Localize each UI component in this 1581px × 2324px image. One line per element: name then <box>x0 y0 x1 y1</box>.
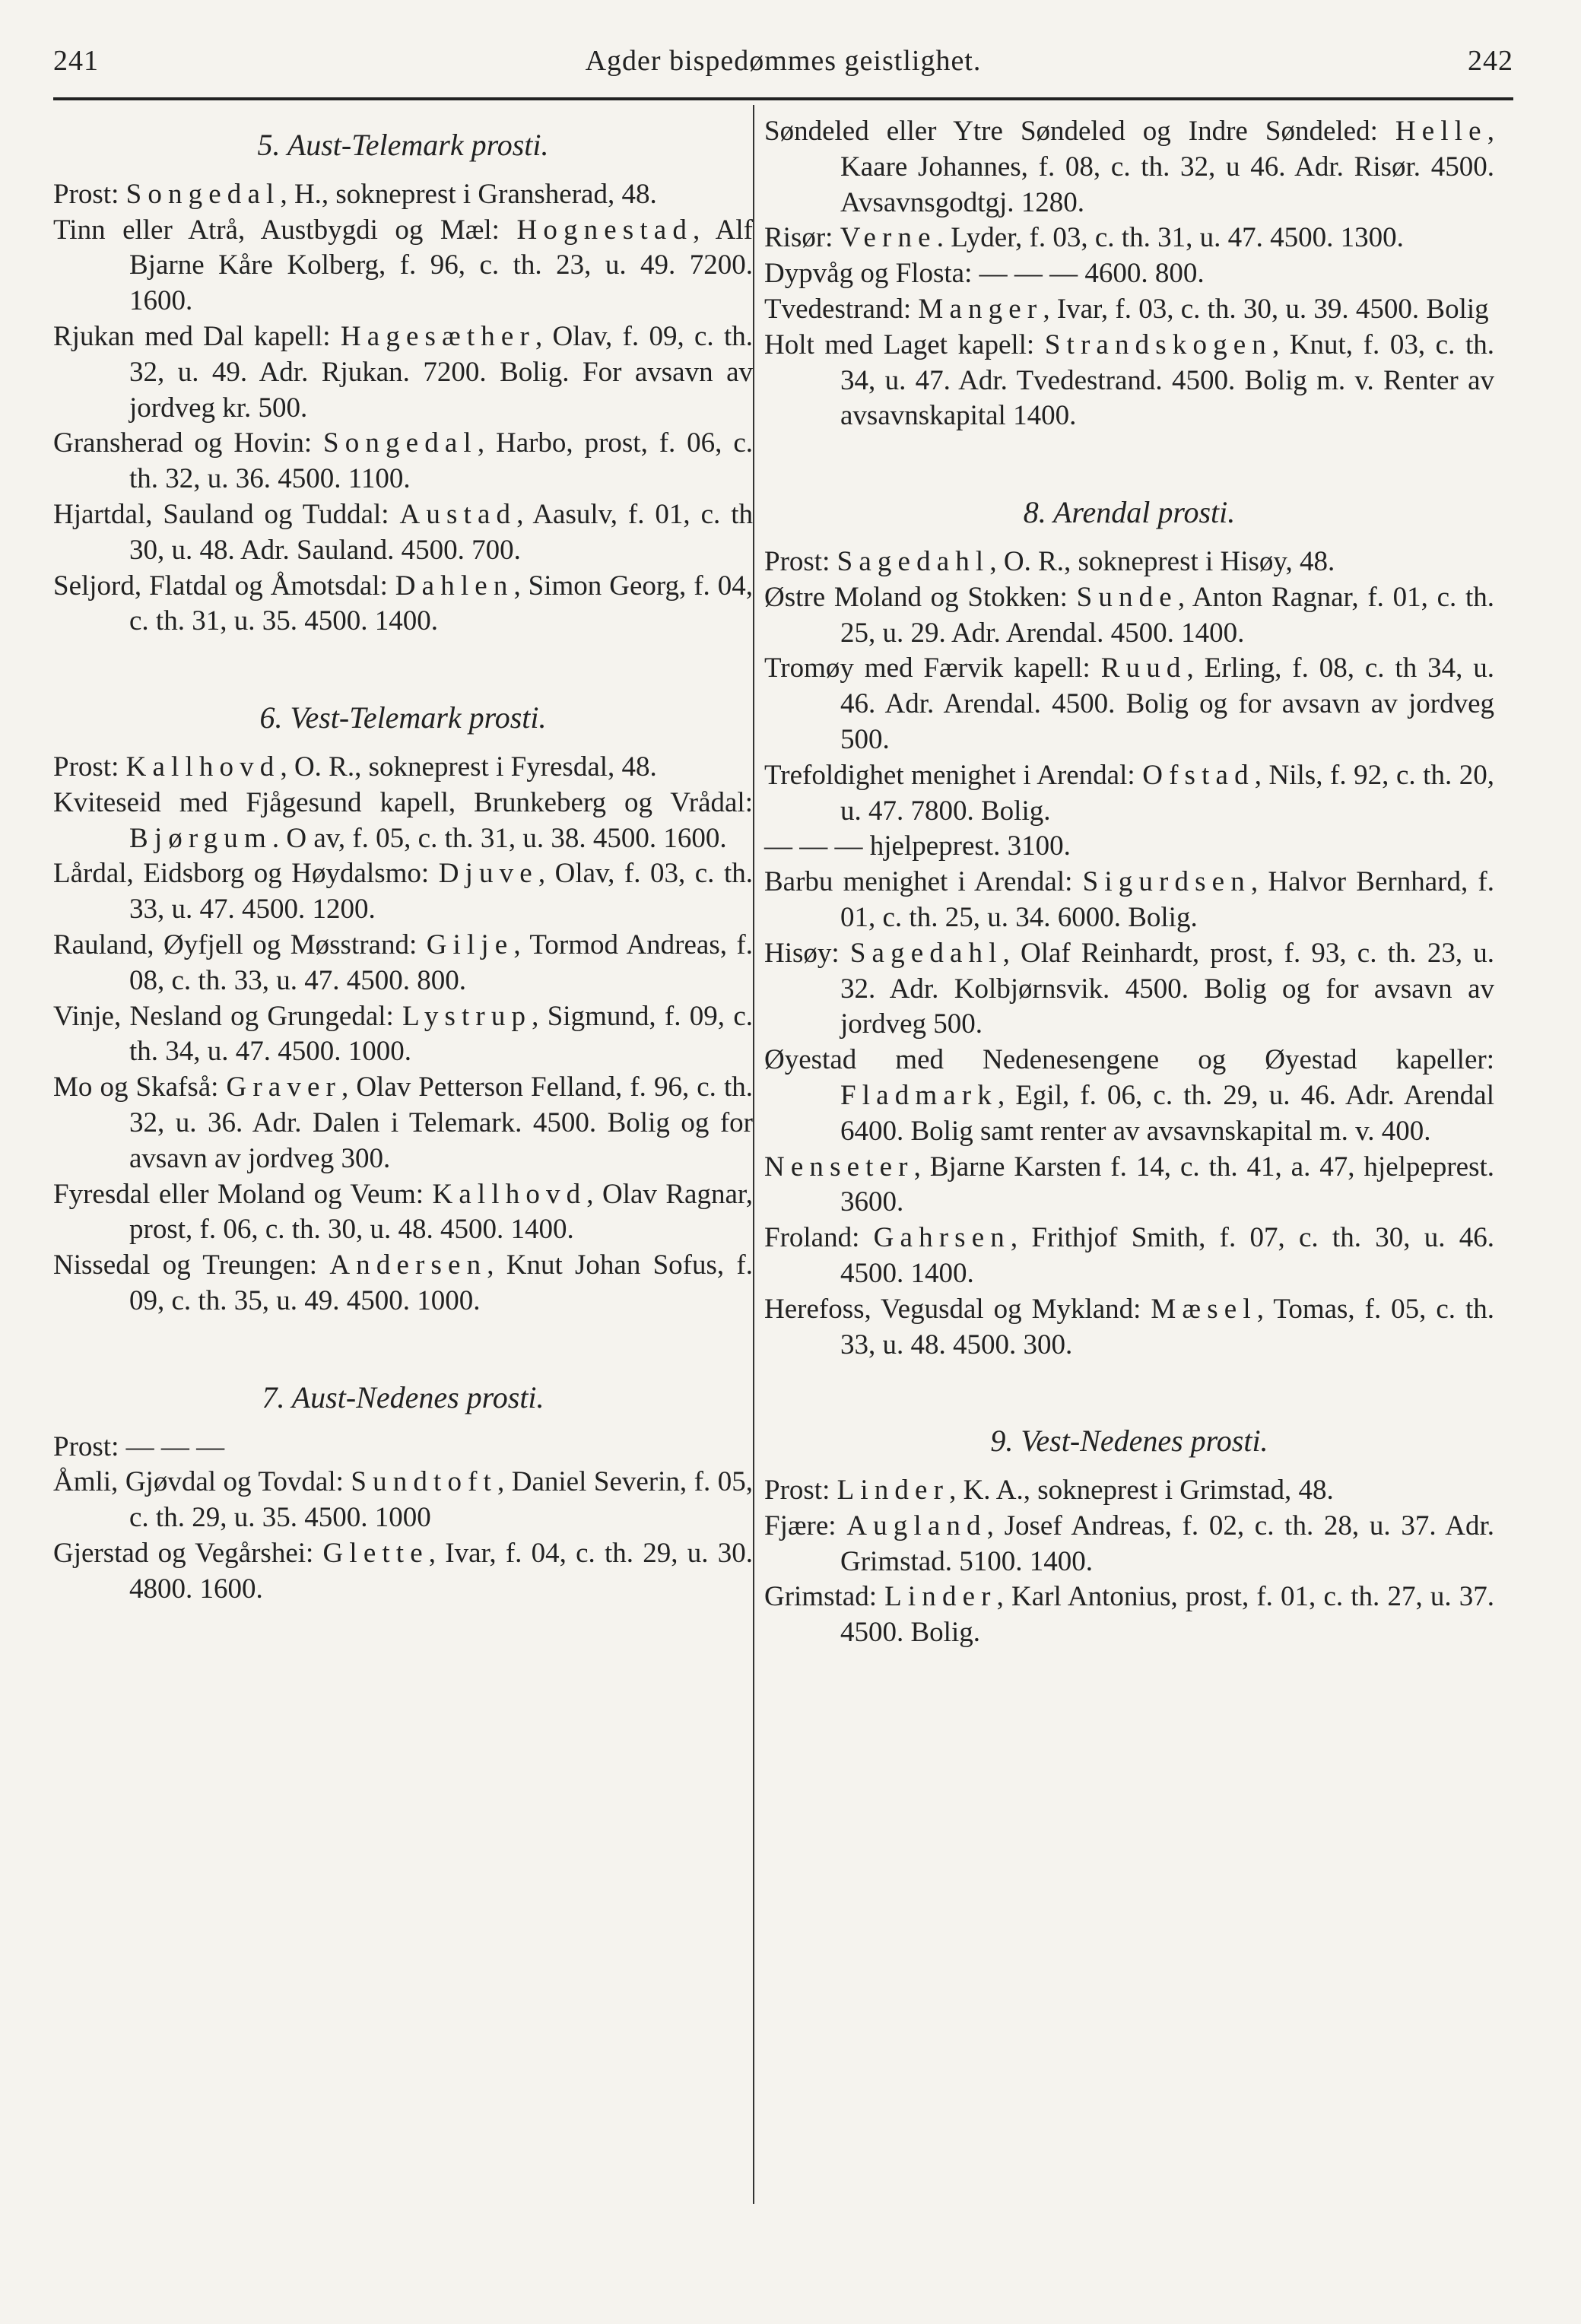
entry-name: Nenseter <box>764 1151 914 1183</box>
entry-text: Hjartdal, Sauland og Tuddal: <box>53 498 400 530</box>
entry-name: Ruud <box>1100 652 1187 684</box>
entry <box>764 936 1494 1043</box>
entry-name: Bjørgum <box>129 822 272 854</box>
entry <box>53 1536 753 1608</box>
entry-text: Prost: <box>53 751 126 783</box>
entry <box>53 569 753 640</box>
entry-text: Trefoldighet menighet i Arendal: <box>764 759 1143 791</box>
entry-text: Tvedestrand: <box>764 293 919 325</box>
entry-text: Herefoss, Vegusdal og Mykland: <box>764 1293 1151 1325</box>
entry-text: , Olav Ragnar, prost, f. 06, c. th. 30, u. 48. 4500. 1400. <box>129 1178 753 1246</box>
entry-text: , Knut, f. 03, c. th. 34, u. 47. Adr. Tvedestrand. 4500. Bolig m. v. Renter av avsavnskapital 1400. <box>840 329 1494 432</box>
entry-name: Linder <box>884 1581 997 1613</box>
entry <box>764 1043 1494 1149</box>
entry-name: Sagedahl <box>849 937 1003 969</box>
entry-text: , Alf Bjarne Kåre Kolberg, f. 96, c. th. 23, u. 49. 7200. 1600. <box>129 214 753 317</box>
entry-text: , Aasulv, f. 01, c. th 30, u. 48. Adr. Sauland. 4500. 700. <box>129 498 753 566</box>
entry <box>53 319 753 426</box>
entry-name: Strandskogen <box>1044 329 1272 360</box>
entry-name: Sagedahl <box>837 545 990 577</box>
entry <box>53 1248 753 1319</box>
entry-text: Rjukan med Dal kapell: <box>53 320 341 352</box>
entry-text: , Tomas, f. 05, c. th. 33, u. 48. 4500. 300. <box>840 1293 1494 1360</box>
entry-name: Hagesæther <box>340 320 535 352</box>
entry-name: Mæsel <box>1151 1293 1257 1325</box>
entry <box>53 786 753 857</box>
entry <box>53 1070 753 1176</box>
entry-name: Gilje <box>426 929 514 960</box>
entry-text: , Sigmund, f. 09, c. th. 34, u. 47. 4500. 1000. <box>129 1000 753 1068</box>
entry <box>53 1177 753 1249</box>
entry <box>53 750 753 786</box>
entry-text: . Lyder, f. 03, c. th. 31, u. 47. 4500. 1300. <box>936 222 1404 254</box>
entry-text: Risør: <box>764 222 840 254</box>
entry-text: Kviteseid med Fjågesund kapell, Brunkeberg og Vrådal: <box>53 786 753 818</box>
entry-text: Fyresdal eller Moland og Veum: <box>53 1178 433 1210</box>
entry-text: , Simon Georg, f. 04, c. th. 31, u. 35. 4500. 1400. <box>129 570 753 637</box>
entry <box>53 177 753 213</box>
entry-text: Prost: — — — <box>53 1430 225 1462</box>
section-entries <box>53 750 753 1319</box>
entry-text: , Karl Antonius, prost, f. 01, c. th. 27, u. 37. 4500. Bolig. <box>840 1581 1495 1649</box>
entry-text: Prost: <box>53 178 126 210</box>
page-number-left: 241 <box>53 45 99 77</box>
entry-name: Manger <box>918 293 1043 325</box>
entry-name: Glette <box>322 1537 429 1569</box>
section-entries <box>53 177 753 640</box>
entry-name: Dahlen <box>395 570 514 602</box>
entry-text: Grimstad: <box>764 1581 885 1613</box>
left-column <box>53 114 753 1607</box>
entry-text: , Erling, f. 08, c. th 34, u. 46. Adr. Arendal. 4500. Bolig og for avsavn av jordveg 500. <box>840 652 1494 755</box>
entry-text: , O. R., sokneprest i Fyresdal, 48. <box>280 751 657 783</box>
entry-text: Mo og Skafså: <box>53 1072 227 1103</box>
entry-text: Gransherad og Hovin: <box>53 427 323 459</box>
entry-name: Gahrsen <box>873 1222 1011 1254</box>
entry-text: Barbu menighet i Arendal: <box>764 866 1083 898</box>
entry-name: Augland <box>846 1510 987 1541</box>
entry-text: , O. R., sokneprest i Hisøy, 48. <box>989 545 1335 577</box>
section-gap <box>53 640 753 682</box>
section-entries <box>764 1473 1494 1651</box>
entry-text: , H., sokneprest i Gransherad, 48. <box>280 178 657 210</box>
entry <box>764 1150 1494 1221</box>
entry-text: , Egil, f. 06, c. th. 29, u. 46. Adr. Arendal 6400. Bolig samt renter av avsavnskapital m. v. 400. <box>840 1079 1494 1147</box>
entry-name: Hognestad <box>516 214 693 246</box>
entry-text: , Nils, f. 92, c. th. 20, u. 47. 7800. Bolig. <box>840 759 1495 827</box>
entry <box>764 829 1494 865</box>
entry-text: , Olav, f. 09, c. th. 32, u. 49. Adr. Rjukan. 7200. Bolig. For avsavn av jordveg kr. 500. <box>129 320 753 424</box>
entry <box>53 928 753 999</box>
entry <box>53 213 753 319</box>
entry-text: Prost: <box>764 545 837 577</box>
entry-name: Helle <box>1395 116 1487 147</box>
page-number-right: 242 <box>1468 45 1513 77</box>
entry <box>53 856 753 928</box>
entry-name: Kallhovd <box>432 1178 587 1210</box>
entry-name: Sundtoft <box>351 1466 497 1498</box>
entry <box>53 497 753 569</box>
entry-text: . O av, f. 05, c. th. 31, u. 38. 4500. 1600. <box>271 822 727 854</box>
entry-name: Sigurdsen <box>1082 866 1251 898</box>
column-divider <box>753 105 754 2204</box>
entry <box>53 426 753 497</box>
entry-name: Songedal <box>323 427 478 459</box>
entry-name: Austad <box>399 498 517 530</box>
entry-text: Dypvåg og Flosta: — — — 4600. 800. <box>764 258 1205 290</box>
entry-text: Holt med Laget kapell: <box>764 329 1045 360</box>
entry-text: Østre Moland og Stokken: <box>764 581 1077 613</box>
entry-text: , Bjarne Karsten f. 14, c. th. 41, a. 47, hjelpeprest. 3600. <box>840 1151 1494 1218</box>
entry <box>764 544 1494 580</box>
entry-text: , Tormod Andreas, f. 08, c. th. 33, u. 47. 4500. 800. <box>129 929 754 996</box>
entry-text: , Josef Andreas, f. 02, c. th. 28, u. 37. Adr. Grimstad. 5100. 1400. <box>840 1510 1494 1577</box>
entry <box>764 1473 1494 1509</box>
entry <box>764 114 1494 221</box>
section-heading: 9. Vest-Nedenes prosti. <box>990 1424 1268 1459</box>
entry <box>764 221 1494 256</box>
entry-text: Vinje, Nesland og Grungedal: <box>53 1000 403 1032</box>
entry-name: Verne <box>840 222 937 254</box>
entry-text: — — — hjelpeprest. 3100. <box>764 830 1071 862</box>
section-gap <box>764 1363 1494 1405</box>
entry-text: , Harbo, prost, f. 06, c. th. 32, u. 36. 4500. 1100. <box>129 427 753 495</box>
entry <box>764 292 1494 328</box>
entry <box>53 1430 753 1465</box>
entry <box>764 1292 1494 1364</box>
entry-text: Nissedal og Treungen: <box>53 1249 330 1281</box>
entry-text: , Olav Petterson Felland, f. 96, c. th. 32, u. 36. Adr. Dalen i Telemark. 4500. Bolig og for avsavn av jordveg 300. <box>129 1072 753 1174</box>
entry-name: Songedal <box>125 178 281 210</box>
entry-name: Ofstad <box>1142 759 1255 791</box>
entry-name: Djuve <box>438 858 538 890</box>
entry <box>764 758 1494 830</box>
entry-text: Søndeled eller Ytre Søndeled og Indre Søndeled: <box>764 116 1395 147</box>
entry-text: Froland: <box>764 1222 874 1254</box>
entry-text: Tinn eller Atrå, Austbygdi og Mæl: <box>53 214 517 246</box>
entry-text: Hisøy: <box>764 937 850 969</box>
section-heading: 7. Aust-Nedenes prosti. <box>262 1379 544 1414</box>
entry-text: , Daniel Severin, f. 05, c. th. 29, u. 35. 4500. 1000 <box>129 1466 753 1534</box>
entry-text: , Knut Johan Sofus, f. 09, c. th. 35, u. 49. 4500. 1000. <box>129 1249 753 1316</box>
entry-text: Prost: <box>764 1475 837 1506</box>
entry-text: , Olaf Reinhardt, prost, f. 93, c. th. 23, u. 32. Adr. Kolbjørnsvik. 4500. Bolig og for avsavn av jordveg 500. <box>840 937 1494 1040</box>
entry <box>764 651 1494 757</box>
entry-text: Fjære: <box>764 1510 847 1541</box>
section-entries <box>764 544 1494 1363</box>
entry <box>764 1579 1494 1651</box>
header-rule <box>53 97 1513 100</box>
entry <box>53 999 753 1071</box>
entry-text: Tromøy med Færvik kapell: <box>764 652 1101 684</box>
entry-text: , K. A., sokneprest i Grimstad, 48. <box>949 1475 1334 1506</box>
entry-name: Andersen <box>329 1249 487 1281</box>
right-column <box>764 114 1494 1651</box>
section-heading: 6. Vest-Telemark prosti. <box>259 700 547 735</box>
entry-text: , Halvor Bernhard, f. 01, c. th. 25, u. 34. 6000. Bolig. <box>840 866 1494 933</box>
entry-text: , Anton Ragnar, f. 01, c. th. 25, u. 29. Adr. Arendal. 4500. 1400. <box>840 581 1494 649</box>
entry-text: , Olav, f. 03, c. th. 33, u. 47. 4500. 1200. <box>129 858 753 925</box>
entry-text: , Ivar, f. 03, c. th. 30, u. 39. 4500. Bolig <box>1043 293 1489 325</box>
entry-text: , Kaare Johannes, f. 08, c. th. 32, u 46. Adr. Risør. 4500. Avsavnsgodtgj. 1280. <box>840 116 1494 218</box>
entry-text: Øyestad med Nedenesengene og Øyestad kapeller: <box>764 1044 1494 1076</box>
entry-name: Kallhovd <box>125 751 281 783</box>
section-entries <box>53 1430 753 1608</box>
entry-text: Rauland, Øyfjell og Møsstrand: <box>53 929 427 960</box>
entry-name: Sunde <box>1076 581 1178 613</box>
entry <box>53 1465 753 1536</box>
page-title: Agder bispedømmes geistlighet. <box>585 45 982 77</box>
entry-name: Graver <box>226 1072 342 1103</box>
entry <box>764 328 1494 434</box>
running-header <box>53 44 1513 90</box>
entry <box>764 580 1494 652</box>
section-heading: 5. Aust-Telemark prosti. <box>257 128 549 162</box>
entry-text: , Ivar, f. 04, c. th. 29, u. 30. 4800. 1600. <box>129 1537 754 1605</box>
section-gap <box>764 434 1494 477</box>
entry-name: Linder <box>837 1475 950 1506</box>
entry <box>764 1221 1494 1292</box>
entry-text: Lårdal, Eidsborg og Høydalsmo: <box>53 858 439 890</box>
entry-text: , Frithjof Smith, f. 07, c. th. 30, u. 46. 4500. 1400. <box>840 1222 1494 1289</box>
entry-name: Lystrup <box>402 1000 532 1032</box>
entry <box>764 1509 1494 1580</box>
entry-name: Fladmark <box>840 1079 998 1111</box>
section-entries <box>764 114 1494 434</box>
entry-text: Gjerstad og Vegårshei: <box>53 1537 323 1569</box>
entry-text: Åmli, Gjøvdal og Tovdal: <box>53 1466 351 1498</box>
section-gap <box>53 1319 753 1362</box>
section-heading: 8. Arendal prosti. <box>1023 495 1236 530</box>
entry-text: Seljord, Flatdal og Åmotsdal: <box>53 570 395 602</box>
entry <box>764 865 1494 936</box>
entry <box>764 256 1494 292</box>
